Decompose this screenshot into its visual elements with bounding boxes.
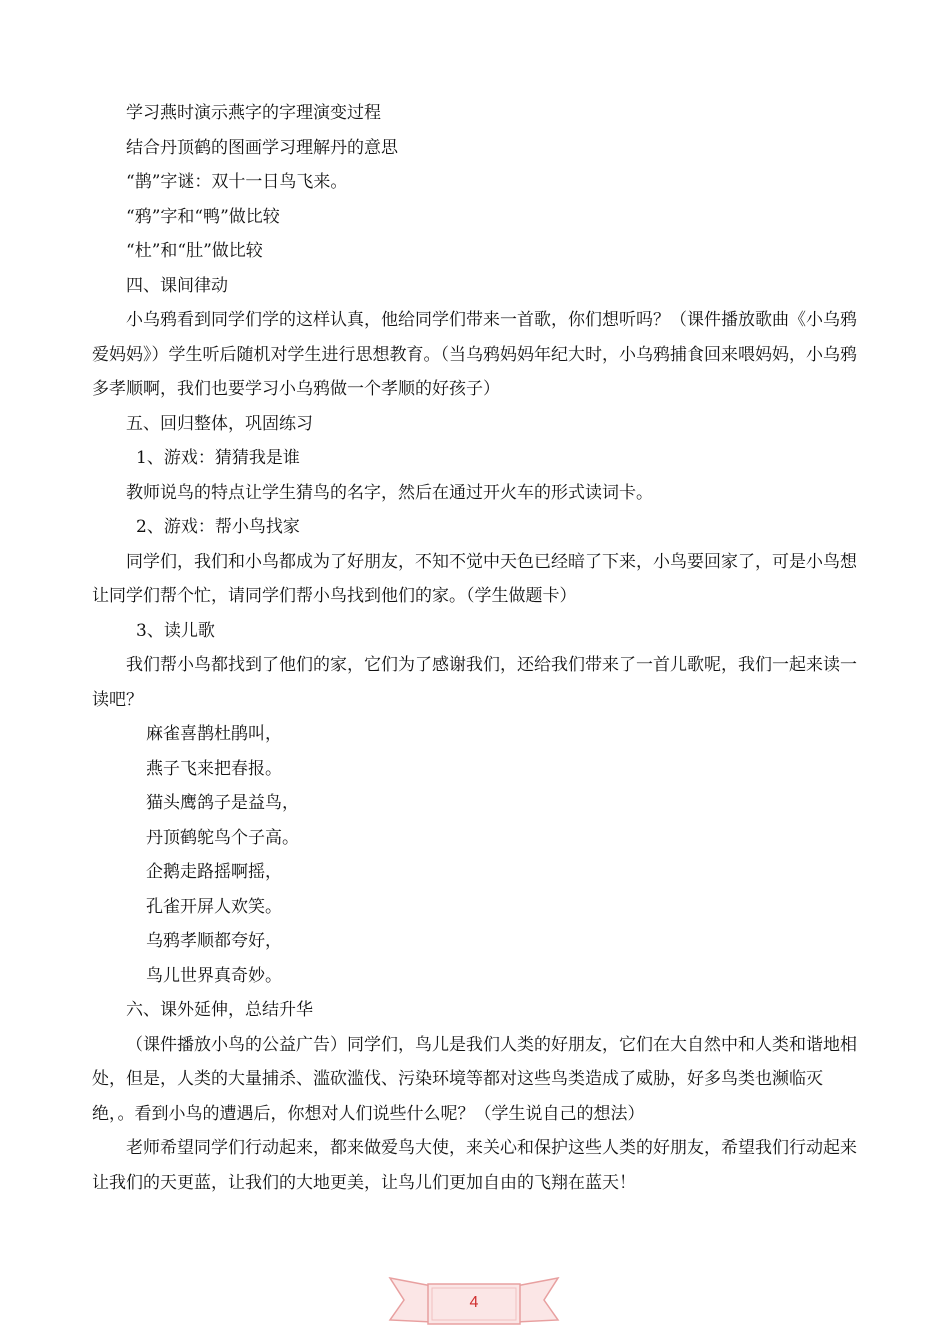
- paragraph: 燕子飞来把春报。: [146, 758, 282, 779]
- paragraph: （课件播放小鸟的公益广告）同学们，鸟儿是我们人类的好朋友，它们在大自然中和人类和谐地相处，但是，人类的大量捕杀、滥砍滥伐、污染环境等都对这些鸟类造成了威胁，好多鸟类也濒临灭绝，。看到小鸟的遭遇后，你想对人们说些什么呢？（学生说自己的想法）: [92, 1034, 857, 1124]
- page-footer: [388, 1272, 560, 1328]
- paragraph: “杜”和“肚”做比较: [126, 241, 263, 261]
- paragraph: 孔雀开屏人欢笑。: [146, 896, 282, 917]
- paragraph: 四、课间律动: [126, 275, 228, 296]
- paragraph: 六、课外延伸，总结升华: [126, 1000, 313, 1020]
- paragraph: 学习燕时演示燕字的字理演变过程: [126, 103, 381, 123]
- paragraph: 鸟儿世界真奇妙。: [146, 965, 282, 986]
- paragraph: 乌鸦孝顺都夸好，: [146, 931, 282, 951]
- paragraph: 同学们，我们和小鸟都成为了好朋友，不知不觉中天色已经暗了下来，小鸟要回家了，可是小鸟想让同学们帮个忙，请同学们帮小鸟找到他们的家。（学生做题卡）: [92, 551, 857, 606]
- paragraph: 五、回归整体，巩固练习: [126, 413, 313, 434]
- paragraph: 小乌鸦看到同学们学的这样认真，他给同学们带来一首歌，你们想听吗？（课件播放歌曲《小乌鸦爱妈妈》）学生听后随机对学生进行思想教育。（当乌鸦妈妈年纪大时，小乌鸦捕食回来喂妈妈，小乌鸦多孝顺啊，我们也要学习小乌鸦做一个孝顺的好孩子）: [92, 310, 857, 399]
- paragraph: 1、游戏：猜猜我是谁: [136, 448, 300, 468]
- paragraph: 企鹅走路摇啊摇，: [146, 862, 282, 882]
- paragraph: 我们帮小鸟都找到了他们的家，它们为了感谢我们，还给我们带来了一首儿歌呢，我们一起来读一读吧？: [92, 655, 857, 710]
- paragraph: 丹顶鹤鸵鸟个子高。: [146, 827, 299, 848]
- paragraph: “鹊”字谜：双十一日鸟飞来。: [126, 172, 348, 192]
- paragraph: 结合丹顶鹤的图画学习理解丹的意思: [126, 137, 398, 158]
- paragraph: 教师说鸟的特点让学生猜鸟的名字，然后在通过开火车的形式读词卡。: [126, 482, 653, 503]
- page-number: 4: [469, 1294, 479, 1311]
- paragraph: 麻雀喜鹊杜鹃叫，: [146, 724, 282, 744]
- paragraph: 3、读儿歌: [136, 620, 215, 641]
- paragraph: “鸦”字和“鸭”做比较: [126, 206, 280, 227]
- paragraph: 2、游戏：帮小鸟找家: [136, 517, 300, 537]
- paragraph: 老师希望同学们行动起来，都来做爱鸟大使，来关心和保护这些人类的好朋友，希望我们行动起来让我们的天更蓝，让我们的大地更美，让鸟儿们更加自由的飞翔在蓝天！: [92, 1138, 857, 1193]
- paragraph: 猫头鹰鸽子是益鸟，: [146, 793, 299, 813]
- document-body: [92, 96, 862, 1200]
